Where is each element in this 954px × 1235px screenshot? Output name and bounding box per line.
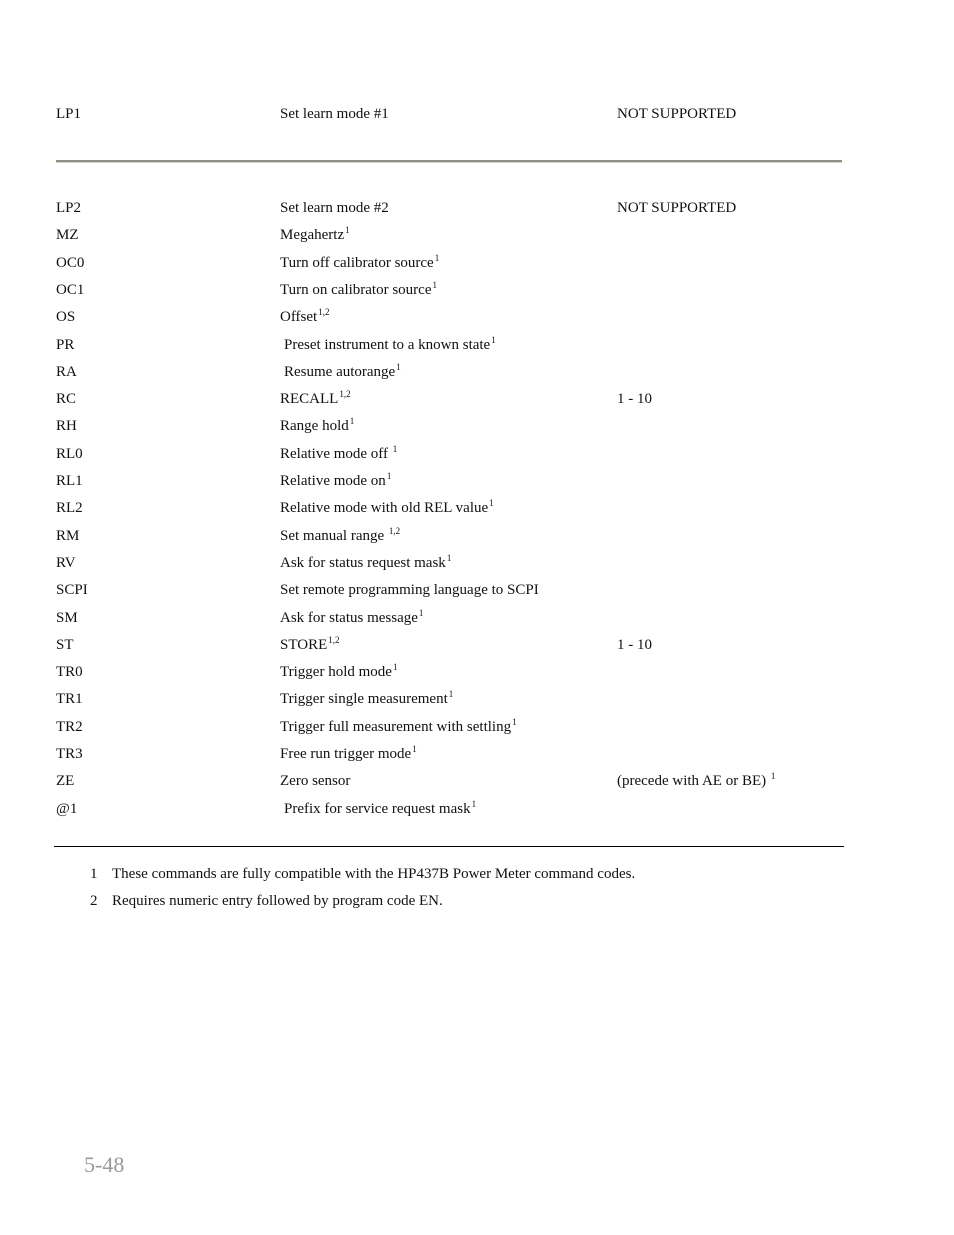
table-row: [56, 362, 856, 382]
command-note: 1 - 10: [617, 636, 652, 653]
command-code: LP2: [56, 200, 82, 216]
command-code: RL0: [56, 445, 83, 462]
command-description-cell: [280, 471, 391, 492]
footnote-ref: 1: [392, 662, 398, 673]
footnote-ref: 1: [434, 252, 440, 263]
table-row: [56, 104, 856, 124]
command-description: Zero sensor: [280, 773, 351, 790]
command-description: Relative mode off: [280, 445, 392, 462]
command-description-cell: [280, 253, 439, 274]
footnote-ref: 1: [448, 689, 454, 700]
table-row: [56, 717, 856, 737]
table-row: [56, 662, 856, 682]
command-description: STORE: [280, 636, 328, 653]
command-description-cell: [280, 717, 517, 738]
command-description: Set remote programming language to SCPI: [280, 582, 539, 599]
command-code: ZE: [56, 773, 75, 790]
table-row: [56, 198, 856, 218]
table-row: [56, 799, 856, 819]
command-description-cell: [280, 662, 397, 683]
command-code: RC: [56, 391, 77, 408]
table-row: [56, 416, 856, 436]
table-row: [56, 689, 856, 709]
command-description: Set manual range: [280, 527, 388, 544]
command-code: RH: [56, 418, 77, 435]
command-code: RM: [56, 527, 80, 544]
command-note-cell: [617, 389, 652, 409]
command-description-cell: [280, 526, 400, 547]
table-row: [56, 580, 856, 600]
command-code: OS: [56, 309, 76, 326]
command-note-cell: [617, 198, 736, 218]
table-row: [56, 553, 856, 573]
footnote-ref: 1: [471, 798, 477, 809]
command-description: Ask for status message: [280, 609, 418, 626]
command-description-cell: [280, 104, 389, 124]
command-note: 1 - 10: [617, 391, 652, 408]
table-row: [56, 389, 856, 409]
table-row: [56, 635, 856, 655]
command-description-cell: [280, 498, 494, 519]
command-code: RL1: [56, 473, 83, 489]
command-description-cell: [280, 553, 451, 574]
footnote-ref: 1: [345, 225, 350, 236]
footnote-ref: 1: [386, 471, 392, 481]
command-description: Turn off calibrator source: [280, 254, 434, 271]
command-note-cell: [617, 635, 652, 655]
command-description: Offset: [280, 309, 318, 326]
command-code: SCPI: [56, 582, 88, 599]
command-note: (precede with AE or BE): [617, 773, 770, 790]
command-description-cell: [280, 198, 389, 218]
footnote-ref: 1: [349, 416, 355, 427]
footnote-number: 2: [90, 893, 98, 909]
command-description-cell: [280, 635, 339, 656]
command-description: Trigger full measurement with settling: [280, 718, 512, 735]
command-description-cell: [280, 225, 350, 246]
command-description-cell: [280, 689, 453, 710]
command-code: @1: [56, 800, 78, 817]
table-row: [56, 744, 856, 764]
table-row: [56, 444, 856, 464]
command-description-cell: [280, 389, 351, 410]
command-description-cell: [280, 416, 354, 437]
command-code: SM: [56, 609, 78, 626]
footnote-text: Requires numeric entry followed by program code EN.: [112, 893, 443, 909]
command-code: RV: [56, 554, 76, 571]
footnote-text: These commands are fully compatible with the HP437B Power Meter command codes.: [112, 866, 636, 882]
footnote-ref: 1,2: [328, 634, 340, 645]
command-description-cell: [280, 771, 350, 791]
footnote-ref: 1,2: [339, 389, 351, 400]
footnote-ref: 1,2: [388, 525, 401, 536]
command-description-cell: [284, 335, 496, 356]
command-description: Set learn mode #1: [280, 106, 389, 122]
table-row: [56, 307, 856, 327]
command-description: Resume autorange: [284, 363, 396, 380]
table-row: [56, 471, 856, 491]
command-description-cell: [280, 608, 423, 629]
footnote-divider: [54, 846, 844, 847]
command-note: NOT SUPPORTED: [617, 200, 737, 216]
footnote-ref: 1: [446, 552, 452, 563]
command-code: RA: [56, 363, 77, 380]
command-code: TR2: [56, 718, 83, 735]
table-row: [56, 498, 856, 518]
command-code: MZ: [56, 227, 79, 244]
command-description-cell: [280, 444, 397, 465]
table-row: [56, 771, 856, 791]
table-row: [56, 608, 856, 628]
command-code: ST: [56, 636, 74, 653]
command-code: OC0: [56, 254, 85, 271]
command-description: Relative mode with old REL value: [280, 500, 489, 517]
command-note-cell: [617, 771, 775, 792]
command-code: PR: [56, 336, 75, 353]
command-description: Prefix for service request mask: [284, 800, 471, 817]
footnote-ref: 1: [418, 607, 424, 618]
table-row: [56, 335, 856, 355]
table-divider: [56, 160, 842, 162]
command-note-cell: [617, 104, 736, 124]
page-number: 5-48: [84, 1152, 125, 1177]
command-description-cell: [280, 307, 329, 328]
footnote-ref: 1: [392, 443, 398, 454]
footnote-ref: 1: [396, 361, 401, 372]
footnote-ref: 1: [489, 498, 494, 509]
footnote: [90, 864, 635, 884]
command-description-cell: [280, 744, 417, 765]
command-code: LP1: [56, 106, 82, 122]
command-description: Preset instrument to a known state: [284, 336, 491, 353]
command-description: Relative mode on: [280, 473, 386, 489]
footnote-ref: 1,2: [318, 307, 330, 318]
command-description-cell: [280, 580, 539, 600]
command-description: RECALL: [280, 391, 339, 408]
command-description: Turn on calibrator source: [280, 281, 432, 298]
command-description: Trigger single measurement: [280, 691, 448, 708]
command-code: RL2: [56, 500, 83, 517]
command-description: Trigger hold mode: [280, 664, 392, 681]
command-description: Free run trigger mode: [280, 746, 412, 762]
footnote-number: 1: [90, 866, 98, 882]
footnote-ref: 1: [512, 716, 517, 727]
footnote-ref: 1: [491, 334, 496, 345]
command-note: NOT SUPPORTED: [617, 106, 737, 122]
command-description-cell: [284, 362, 401, 383]
command-description: Ask for status request mask: [280, 554, 446, 571]
footnote-ref: 1: [770, 771, 776, 782]
command-description: Megahertz: [280, 227, 345, 244]
table-row: [56, 225, 856, 245]
footnote-ref: 1: [412, 744, 417, 754]
footnote-ref: 1: [432, 279, 437, 290]
table-row: [56, 253, 856, 273]
footnote: [90, 891, 443, 911]
command-description-cell: [280, 280, 437, 301]
command-description: Set learn mode #2: [280, 200, 389, 216]
table-row: [56, 526, 856, 546]
command-code: TR0: [56, 664, 83, 681]
command-code: TR3: [56, 746, 83, 762]
command-code: OC1: [56, 281, 85, 298]
command-code: TR1: [56, 691, 83, 708]
command-description-cell: [284, 799, 476, 820]
command-description: Range hold: [280, 418, 349, 435]
table-row: [56, 280, 856, 300]
